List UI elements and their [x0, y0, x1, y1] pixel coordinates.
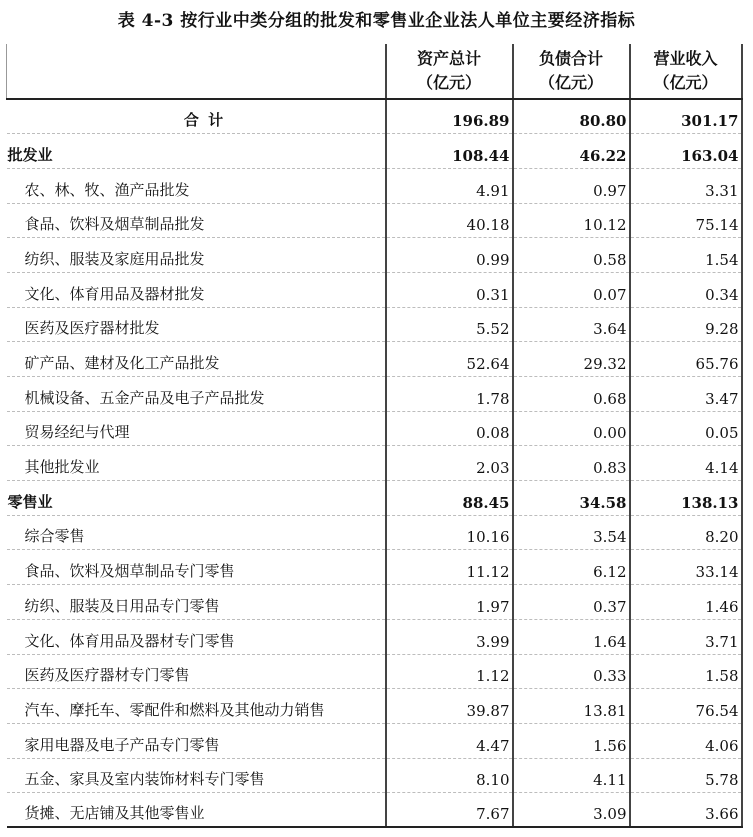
row-name-cell: 其他批发业	[7, 446, 386, 481]
row-name-cell: 食品、饮料及烟草制品批发	[7, 203, 386, 238]
row-liabilities-cell: 6.12	[513, 550, 630, 585]
table-row	[7, 238, 742, 273]
table-body	[7, 99, 742, 827]
header-row	[7, 44, 742, 99]
row-liabilities-cell: 0.58	[513, 238, 630, 273]
row-revenue-cell: 163.04	[630, 134, 742, 169]
table-row	[7, 411, 742, 446]
table-row	[7, 758, 742, 793]
row-name-cell: 综合零售	[7, 515, 386, 550]
row-name-cell: 汽车、摩托车、零配件和燃料及其他动力销售	[7, 689, 386, 724]
row-assets-cell: 1.97	[386, 585, 513, 620]
table-row	[7, 134, 742, 169]
table-row	[7, 307, 742, 342]
table-row	[7, 377, 742, 412]
row-assets-cell: 40.18	[386, 203, 513, 238]
row-liabilities-cell: 13.81	[513, 689, 630, 724]
row-assets-cell: 108.44	[386, 134, 513, 169]
table-row	[7, 446, 742, 481]
row-liabilities-cell: 0.97	[513, 168, 630, 203]
row-assets-cell: 3.99	[386, 619, 513, 654]
row-name-cell: 医药及医疗器材专门零售	[7, 654, 386, 689]
row-liabilities-cell: 46.22	[513, 134, 630, 169]
row-revenue-cell: 3.31	[630, 168, 742, 203]
row-name-cell: 纺织、服装及日用品专门零售	[7, 585, 386, 620]
row-revenue-cell: 3.47	[630, 377, 742, 412]
row-liabilities-cell: 80.80	[513, 99, 630, 134]
row-liabilities-cell: 0.68	[513, 377, 630, 412]
row-liabilities-cell: 1.56	[513, 723, 630, 758]
header-revenue	[630, 44, 742, 99]
table-row	[7, 272, 742, 307]
table-row	[7, 481, 742, 516]
table-title: 表 4-3 按行业中类分组的批发和零售业企业法人单位主要经济指标	[117, 11, 636, 31]
row-assets-cell: 2.03	[386, 446, 513, 481]
table-row	[7, 619, 742, 654]
row-revenue-cell: 75.14	[630, 203, 742, 238]
row-revenue-cell: 1.54	[630, 238, 742, 273]
row-liabilities-cell: 3.09	[513, 793, 630, 828]
header-revenue-label: 营业收入	[653, 49, 718, 68]
row-name-cell: 文化、体育用品及器材批发	[7, 272, 386, 307]
table-row	[7, 654, 742, 689]
row-assets-cell: 0.99	[386, 238, 513, 273]
table-row	[7, 689, 742, 724]
row-liabilities-cell: 0.07	[513, 272, 630, 307]
row-liabilities-cell: 3.54	[513, 515, 630, 550]
row-name-cell: 零售业	[7, 481, 386, 516]
row-name-cell: 贸易经纪与代理	[7, 411, 386, 446]
row-revenue-cell: 76.54	[630, 689, 742, 724]
table-row	[7, 515, 742, 550]
table-row	[7, 723, 742, 758]
row-revenue-cell: 0.05	[630, 411, 742, 446]
row-name-cell: 文化、体育用品及器材专门零售	[7, 619, 386, 654]
table-row	[7, 342, 742, 377]
row-liabilities-cell: 3.64	[513, 307, 630, 342]
row-assets-cell: 4.47	[386, 723, 513, 758]
row-name-cell: 食品、饮料及烟草制品专门零售	[7, 550, 386, 585]
row-revenue-cell: 9.28	[630, 307, 742, 342]
row-revenue-cell: 4.06	[630, 723, 742, 758]
table-row	[7, 99, 742, 134]
header-liabilities-label: 负债合计	[538, 49, 603, 68]
row-liabilities-cell: 10.12	[513, 203, 630, 238]
row-revenue-cell: 8.20	[630, 515, 742, 550]
row-revenue-cell: 301.17	[630, 99, 742, 134]
row-assets-cell: 52.64	[386, 342, 513, 377]
row-liabilities-cell: 0.37	[513, 585, 630, 620]
row-liabilities-cell: 0.00	[513, 411, 630, 446]
row-revenue-cell: 1.58	[630, 654, 742, 689]
row-assets-cell: 1.78	[386, 377, 513, 412]
table-row	[7, 585, 742, 620]
row-assets-cell: 4.91	[386, 168, 513, 203]
table-row	[7, 168, 742, 203]
row-revenue-cell: 5.78	[630, 758, 742, 793]
row-assets-cell: 8.10	[386, 758, 513, 793]
row-name-cell: 农、林、牧、渔产品批发	[7, 168, 386, 203]
row-liabilities-cell: 4.11	[513, 758, 630, 793]
row-name-cell: 货摊、无店铺及其他零售业	[7, 793, 386, 828]
header-industry	[7, 44, 386, 99]
row-revenue-cell: 0.34	[630, 272, 742, 307]
row-revenue-cell: 4.14	[630, 446, 742, 481]
row-assets-cell: 5.52	[386, 307, 513, 342]
row-liabilities-cell: 34.58	[513, 481, 630, 516]
row-revenue-cell: 138.13	[630, 481, 742, 516]
row-liabilities-cell: 29.32	[513, 342, 630, 377]
row-assets-cell: 7.67	[386, 793, 513, 828]
row-name-cell: 矿产品、建材及化工产品批发	[7, 342, 386, 377]
row-assets-cell: 0.31	[386, 272, 513, 307]
row-revenue-cell: 3.71	[630, 619, 742, 654]
row-name-cell: 批发业	[7, 134, 386, 169]
row-revenue-cell: 33.14	[630, 550, 742, 585]
row-name-cell: 机械设备、五金产品及电子产品批发	[7, 377, 386, 412]
header-liabilities	[513, 44, 630, 99]
row-name-cell: 家用电器及电子产品专门零售	[7, 723, 386, 758]
row-name-cell: 合 计	[7, 99, 386, 134]
row-name-cell: 五金、家具及室内装饰材料专门零售	[7, 758, 386, 793]
row-revenue-cell: 1.46	[630, 585, 742, 620]
row-liabilities-cell: 0.83	[513, 446, 630, 481]
economic-indicators-table	[6, 44, 743, 828]
row-liabilities-cell: 0.33	[513, 654, 630, 689]
row-assets-cell: 0.08	[386, 411, 513, 446]
row-assets-cell: 1.12	[386, 654, 513, 689]
row-assets-cell: 11.12	[386, 550, 513, 585]
table-row	[7, 793, 742, 828]
row-name-cell: 纺织、服装及家庭用品批发	[7, 238, 386, 273]
row-revenue-cell: 65.76	[630, 342, 742, 377]
row-assets-cell: 88.45	[386, 481, 513, 516]
row-revenue-cell: 3.66	[630, 793, 742, 828]
table-row	[7, 203, 742, 238]
header-liabilities-unit: （亿元）	[538, 73, 603, 92]
header-assets	[386, 44, 513, 99]
header-assets-label: 资产总计	[416, 49, 481, 68]
table-row	[7, 550, 742, 585]
header-revenue-unit: （亿元）	[653, 73, 718, 92]
row-assets-cell: 39.87	[386, 689, 513, 724]
row-assets-cell: 196.89	[386, 99, 513, 134]
header-assets-unit: （亿元）	[416, 73, 481, 92]
row-assets-cell: 10.16	[386, 515, 513, 550]
row-name-cell: 医药及医疗器材批发	[7, 307, 386, 342]
row-liabilities-cell: 1.64	[513, 619, 630, 654]
